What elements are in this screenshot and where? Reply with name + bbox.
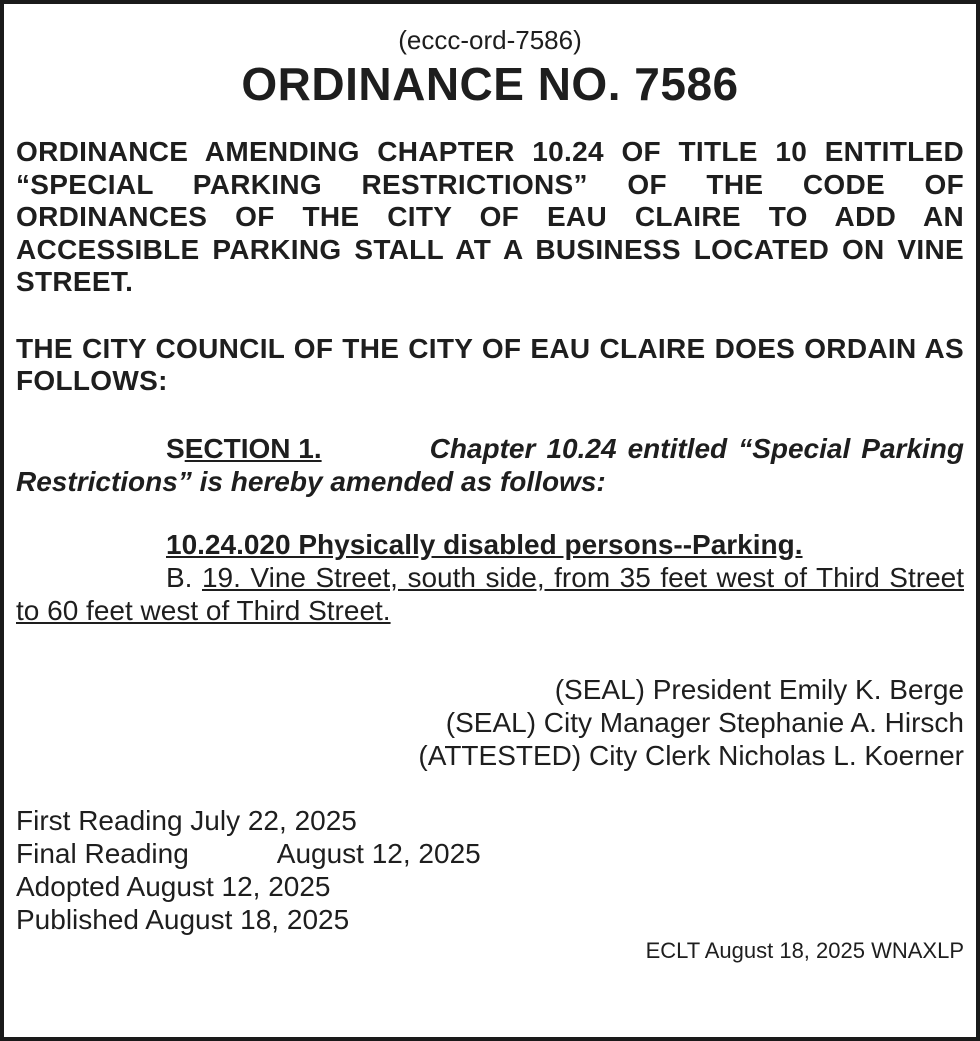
section-1: [16, 432, 964, 498]
section-1-label-initial: S: [166, 432, 185, 464]
final-reading: [16, 837, 964, 870]
final-reading-date: August 12, 2025: [276, 837, 481, 869]
amendment-item-prefix: B.: [166, 561, 193, 593]
section-1-label: [166, 432, 322, 465]
ordinance-title: ORDINANCE NO. 7586: [241, 58, 739, 110]
amendment-text: [16, 528, 964, 627]
ordinance-reference: (eccc-ord-7586): [398, 25, 582, 55]
ordinance-caption: ORDINANCE AMENDING CHAPTER 10.24 OF TITLE 10 ENTITLED “SPECIAL PARKING RESTRICTIONS” OF THE CODE OF ORDINANCES OF THE CITY OF EAU CLAIRE TO ADD AN ACCESSIBLE PARKING STALL AT A BUSINESS LOCATED ON VINE STREET.: [16, 136, 964, 297]
reading-dates: [16, 804, 964, 936]
adopted-date: Adopted August 12, 2025: [16, 870, 331, 902]
amendment-item: [16, 561, 964, 627]
signature-block: [16, 673, 964, 772]
signature-city-clerk: (ATTESTED) City Clerk Nicholas L. Koerner: [418, 739, 964, 771]
section-1-text: Chapter 10.24 entitled “Special Parking Restrictions” is hereby amended as follows:: [16, 432, 964, 497]
publication-footer: ECLT August 18, 2025 WNAXLP: [645, 938, 964, 963]
section-1-label-rest: ECTION 1.: [184, 432, 322, 464]
amendment-heading: 10.24.020 Physically disabled persons--Parking.: [166, 528, 803, 560]
enacting-clause: THE CITY COUNCIL OF THE CITY OF EAU CLAIRE DOES ORDAIN AS FOLLOWS:: [16, 332, 964, 396]
signature-city-manager: (SEAL) City Manager Stephanie A. Hirsch: [445, 706, 964, 738]
published-date: Published August 18, 2025: [16, 903, 350, 935]
final-reading-label: Final Reading: [16, 837, 189, 869]
first-reading: First Reading July 22, 2025: [16, 804, 357, 836]
signature-president: (SEAL) President Emily K. Berge: [554, 673, 964, 705]
amendment-item-text: 19. Vine Street, south side, from 35 feet west of Third Street to 60 feet west of Third Street.: [16, 561, 964, 626]
